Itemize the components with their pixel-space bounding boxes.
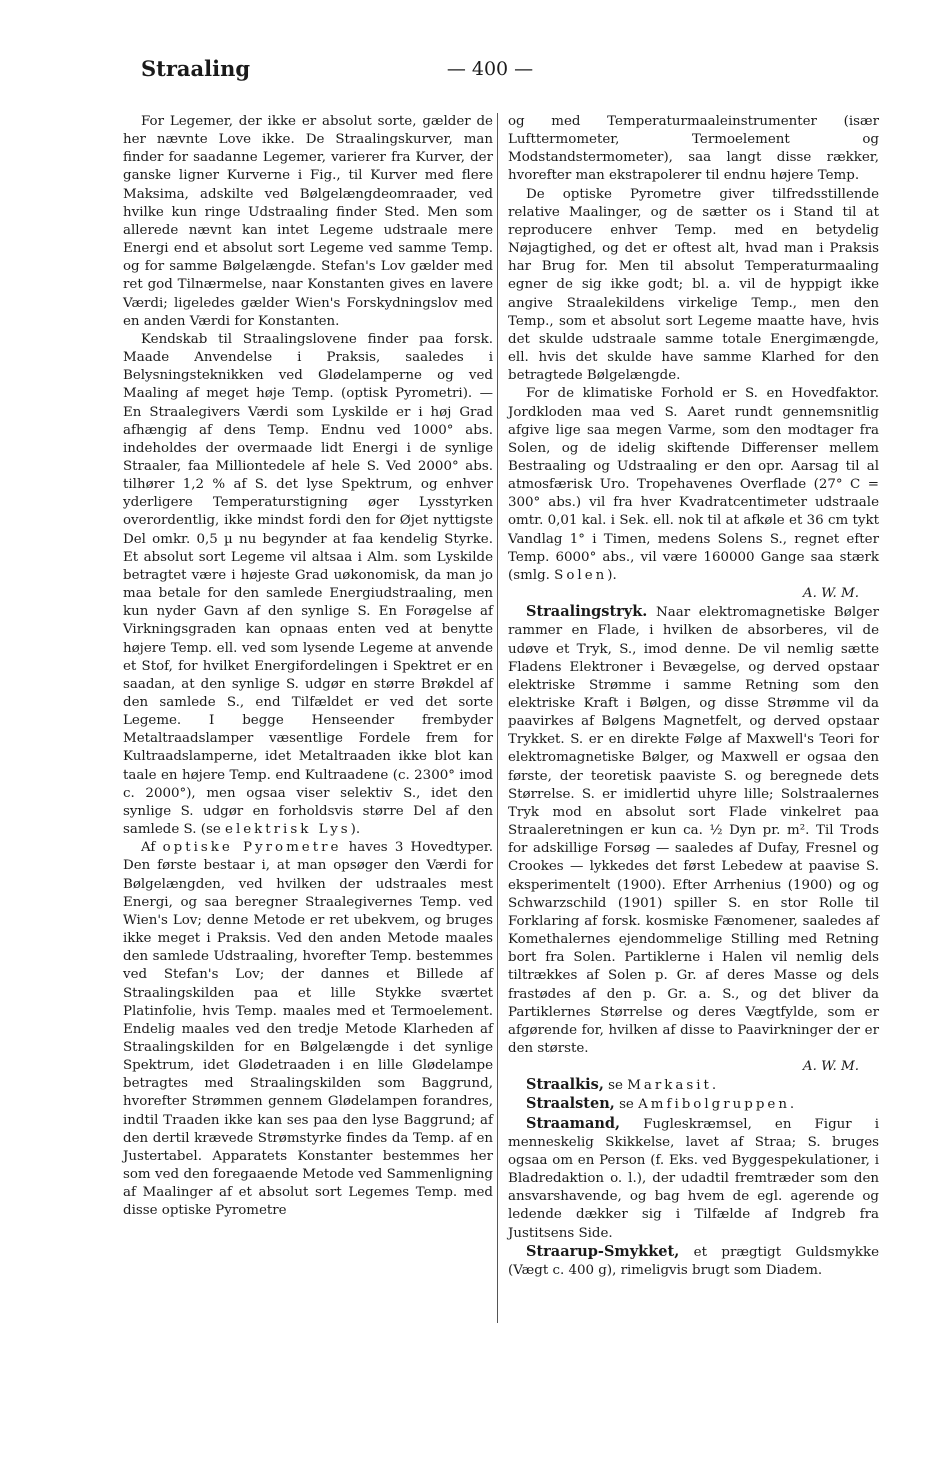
paragraph [123,331,493,839]
entry-headword: Straarup-Smykket, [526,1242,680,1260]
entry-straamand [508,1115,879,1243]
paragraph-text: ). [607,567,617,583]
cross-reference: Solen [554,567,608,583]
paragraph-text: For de klimatiske Forhold er S. en Hovedfaktor. Jordkloden maa ved S. Aaret rundt gennemsnitlig afgive lige saa megen Varme, som den modtager fra Solen, og de idelig skiftende Differenser mellem Bestraaling og Udstraaling er den opr. Aarsag til al atmosfærisk Uro. Tropehavenes Overflade (27° C = 300° abs.) vil fra hver Kvadratcentimeter udstraale omtr. 0,01 kal. i Sek. ell. nok til at afkøle et 36 cm tykt Vandlag 1° i Timen, medens Solens S., regnet efter Temp. 6000° abs., vil være 160000 Gange saa stærk (smlg. [508,386,879,583]
entry-text: Naar elektromagnetiske Bølger rammer en Flade, i hvilken de absorberes, vil de udøve et Tryk, S., imod denne. De vil nemlig sætte Fladens Elektroner i Bevægelse, og derved opstaar elektriske Strømme i samme Retning som den elektriske Kraft i Bølgen, og disse Strømme vil da paavirkes af Bølgens Magnetfelt, og derved opstaar Trykket. S. er en direkte Følge af Maxwell's Teori for elektromagnetiske Bølger, og Maxwell er ogsaa den første, der teoretisk paaviste S. og beregnede dets Størrelse. S. er imidlertid uhyre lille; Solstraalernes Tryk mod en absolut sort Flade vinkelret paa Straaleretningen er kun ca. ½ Dyn pr. m². Til Trods for adskillige Forsøg — saaledes af Dufay, Fresnel og Crookes — lykkedes det først Lebedew at paavise S. eksperimentelt (1900). Efter Arrhenius (1900) og og Schwarzschild (1901) spiller S. en stor Rolle til Forklaring af forsk. kosmiske Fænomener, saaledes af Komethalernes ejendommelige Stilling med Retning bort fra Solen. Partiklerne i Halen vil nemlig dels tiltrækkes af Solen p. Gr. af deres Masse og dels frastødes af den p. Gr. a. S., og det bliver da Partiklernes Størrelse og deres Vægtfylde, som er afgørende for, hvilken af disse to Paavirkninger der er den største. [508,605,879,1056]
entry-text: se [619,1097,634,1113]
column-divider [497,113,498,1323]
entry-text: Fugleskræmsel, en Figur i menneskelig Skikkelse, lavet af Straa; S. bruges ogsaa om en Person (f. Eks. ved Byggespekulationer, i Bladredaktion o. l.), der udadtil fremtræder som den ansvarshavende, og bag hvem de egl. agerende og ledende dækker sig i Tilfælde af Indgreb fra Justitsens Side. [508,1116,879,1241]
left-column [123,113,493,1221]
paragraph [123,839,493,1220]
entry-headword: Straalkis, [526,1076,604,1094]
entry-straarup-smykket [508,1243,879,1280]
paragraph-text: Kendskab til Straalingslovene finder paa forsk. Maade Anvendelse i Praksis, saaledes i Belysningsteknikken ved Glødelamperne og ved Maaling af meget høje Temp. (optisk Pyrometri). — En Straalegivers Værdi som Lyskilde er i høj Grad afhængig af dens Temp. Endnu ved 1000° abs. indeholdes der overmaade lidt Energi i de synlige Straaler, faa Milliontedele af hele S. Ved 2000° abs. tilhører 1,2 % af S. det lyse Spektrum, og enhver yderligere Temperaturstigning øger Lysstyrken overordentlig, ikke mindst fordi den for Øjet nyttigste Del omkr. 0,5 µ nu begynder at faa kendelig Styrke. Et absolut sort Legeme vil altsaa i Alm. som Lyskilde betragtet være i højeste Grad uøkonomisk, da man jo maa betale for den samlede Energiudstraaling, men kun nyder Gavn af den synlige S. En Forøgelse af Virkningsgraden kan opnaas enten ved at benytte højere Temp. ell. ved som lysende Legeme at anvende et Stof, for hvilket Energifordelingen i Spektret er en saadan, at den synlige S. udgør en større Brøkdel af den samlede S., end Tilfældet er ved det sorte Legeme. I begge Henseender frembyder Metaltraadslamper væsentlige Fordele frem for Kultraadslamperne, idet Metaltraaden ikke blot kan taale en højere Temp. end Kultraadene (c. 2300° imod c. 2000°), men ogsaa viser selektiv S., idet den synlige S. udgør en forholdsvis større Del af den samlede S. (se [123,331,493,838]
entry-headword: Straamand, [526,1114,621,1132]
entry-headword: Straalsten, [526,1095,615,1113]
running-head-title: Straaling [141,56,251,81]
cross-reference: Markasit. [627,1078,720,1094]
paragraph-text: haves 3 Hovedtyper. Den første bestaar i, at man opsøger den Værdi for Bølgelængden, ved hvilken der udstraales mest Energi, og saa beregner Straalegivernes Temp. ved Wien's Lov; denne Metode er ret ubekvem, og bruges ikke meget i Praksis. Ved den anden Metode maales den samlede Udstraaling, hvorefter Temp. bestemmes ved Stefan's Lov; der dannes et Billede af Straalingskilden paa et lille Stykke sværtet Platinfolie, hvis Temp. maales med et Termoelement. Endelig maales ved den tredje Metode Klarheden af Straalingskilden for en Bølgelængde i det synlige Spektrum, idet Glødetraaden i en lille Glødelampe betragtes med Straalingskilden som Baggrund, hvorefter Strømmen gennem Glødelampen forandres, indtil Traaden ikke kan ses paa den lyse Baggrund; af den dertil krævede Strømstyrke findes da Temp. af en Justertabel. Apparatets Konstanter bestemmes her som ved den foregaaende Metode ved Sammenligning af Maalinger af et absolut sort Legemes Temp. med disse optiske Pyrometre [123,840,493,1219]
cross-reference: elektrisk Lys [225,822,351,838]
entry-text: se [608,1078,623,1094]
entry-straalsten [508,1095,879,1114]
entry-text: et prægtigt Guldsmykke (Vægt c. 400 g), rimeligvis brugt som Diadem. [508,1244,880,1278]
paragraph-text: ). [350,822,361,838]
paragraph: De optiske Pyrometre giver tilfredsstillende relative Maalinger, og de sætter os i Stand til at reproducere enhver Temp. med en betydelig Nøjagtighed, og det er oftest alt, hvad man i Praksis har Brug for. Men til absolut Temperaturmaaling egner de sig ikke godt; bl. a. vil de hyppigt ikke angive Straalekildens virkelige Temp., men den Temp., som et absolut sort Legeme maatte have, hvis det skulde udstraale samme totale Energimængde, ell. hvis det skulde have samme Klarhed for den betragtede Bølgelængde. [508,186,879,384]
right-column [508,113,879,1280]
page-number: — 400 — [446,58,534,80]
paragraph-text: Af [141,840,156,856]
author-signature: A. W. M. [802,586,859,602]
paragraph: og med Temperaturmaaleinstrumenter (især Lufttermometer, Termoelement og Modstandstermometer), saa langt disse rækker, hvorefter man ekstrapolerer til endnu højere Temp. [508,114,879,184]
author-signature: A. W. M. [802,1059,859,1075]
cross-reference: optiske Pyrometre [162,840,342,856]
entry-straalkis [508,1076,879,1095]
paragraph [508,385,879,585]
cross-reference: Amfibolgruppen. [638,1097,798,1113]
entry-headword: Straalingstryk. [526,603,648,621]
entry-straalingstryk [508,603,879,1058]
paragraph: For Legemer, der ikke er absolut sorte, gælder de her nævnte Love ikke. De Straalingskurver, man finder for saadanne Legemer, varierer fra Kurver, der ganske ligner Kurverne i Fig., til Kurver med flere Maksima, adskilte ved Bølgelængdeomraader, ved hvilke kun ringe Udstraaling finder Sted. Men som allerede nævnt kan intet Legeme udstraale mere Energi end et absolut sort Legeme ved samme Temp. og for samme Bølgelængde. Stefan's Lov gælder med ret god Tilnærmelse, naar Konstanten gives en lavere Værdi; ligeledes gælder Wien's Forskydningslov med en anden Værdi for Konstanten. [123,114,493,329]
